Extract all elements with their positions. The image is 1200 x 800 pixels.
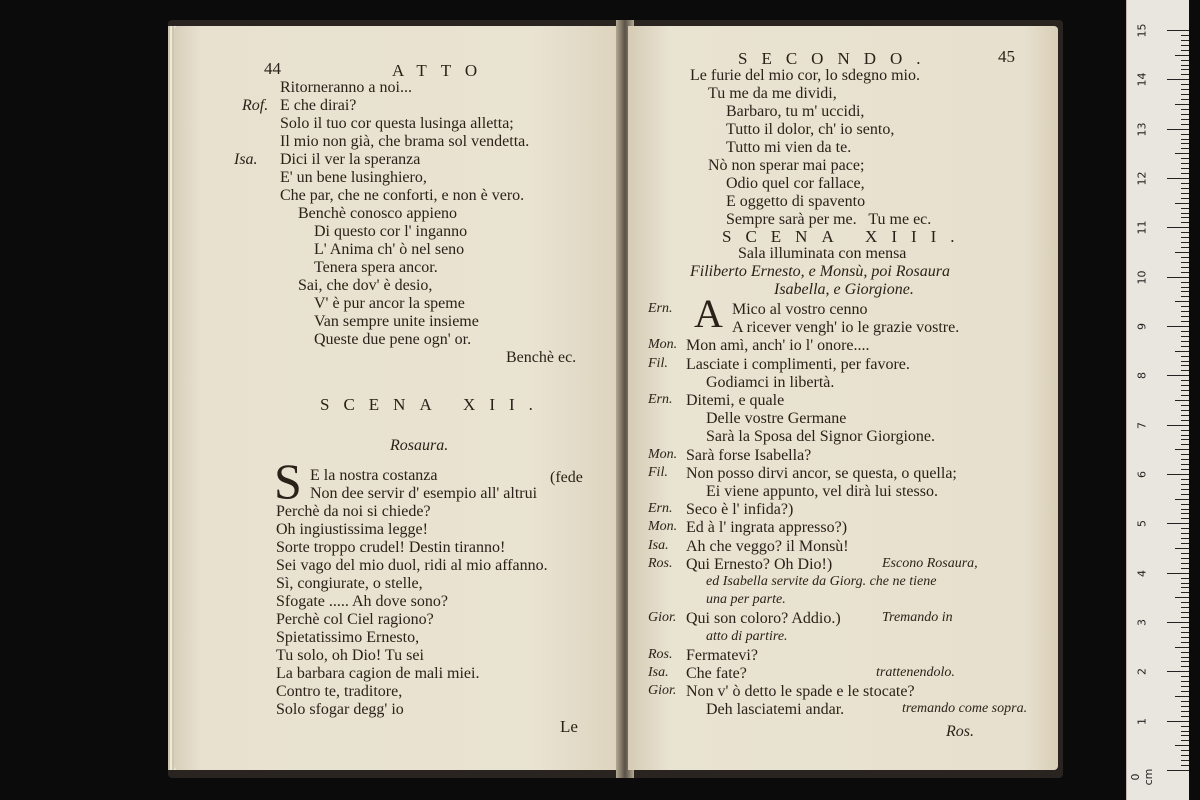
speaker: Ros. — [648, 555, 673, 571]
verse-line: Sfogate ..... Ah dove sono? — [276, 593, 448, 610]
ruler-tick — [1181, 370, 1189, 371]
dialogue-line: Non posso dirvi ancor, se questa, o quella; — [686, 464, 957, 482]
ruler-tick — [1181, 464, 1189, 465]
ruler-tick — [1167, 721, 1189, 722]
stage-direction: Tremando in — [882, 610, 953, 626]
ruler-tick — [1181, 94, 1189, 95]
verse-line: Tenera spera ancor. — [314, 259, 438, 276]
ruler-tick — [1181, 188, 1189, 189]
verse-line: Queste due pene ogn' or. — [314, 331, 472, 348]
ruler-tick — [1167, 227, 1189, 228]
right-page — [628, 26, 1058, 770]
dialogue-line: Sarà la Sposa del Signor Giorgione. — [706, 428, 936, 446]
ruler-tick — [1167, 770, 1189, 771]
verse-line: Sei vago del mio duol, ridi al mio affanno. — [276, 557, 548, 574]
ruler-tick — [1175, 597, 1189, 598]
ruler-tick — [1181, 533, 1189, 534]
ruler-tick — [1181, 415, 1189, 416]
ruler-tick — [1181, 469, 1189, 470]
ruler-tick — [1181, 232, 1189, 233]
speaker: Rof. — [242, 97, 269, 114]
verse-line: Contro te, traditore, — [276, 683, 403, 700]
ruler-tick — [1181, 410, 1189, 411]
ruler-tick — [1181, 262, 1189, 263]
stage-direction: ed Isabella servite da Giorg. che ne tiene — [706, 574, 937, 589]
verse-line: Perchè da noi si chiede? — [276, 503, 431, 520]
ruler-tick — [1181, 706, 1189, 707]
left-page — [174, 26, 622, 770]
verse-line: Nò non sperar mai pace; — [708, 157, 865, 174]
ruler-tick — [1181, 454, 1189, 455]
ruler-tick — [1181, 74, 1189, 75]
ruler-tick — [1175, 548, 1189, 549]
ruler-label: 13 — [1135, 122, 1149, 137]
ruler-tick — [1181, 642, 1189, 643]
dialogue-line: Seco è l' infida?) — [686, 501, 794, 519]
ruler-tick — [1167, 622, 1189, 623]
ruler-tick — [1181, 346, 1189, 347]
verse-line: Tutto il dolor, ch' io sento, — [726, 121, 895, 138]
ruler-tick — [1181, 661, 1189, 662]
ruler-tick — [1167, 375, 1189, 376]
ruler-tick — [1181, 439, 1189, 440]
page-number-right: 45 — [998, 47, 1015, 66]
ruler-tick — [1181, 134, 1189, 135]
ruler-tick — [1175, 696, 1189, 697]
ruler-tick — [1181, 587, 1189, 588]
dialogue-line: Mon amì, anch' io l' onore.... — [686, 337, 870, 355]
ruler-tick — [1181, 666, 1189, 667]
ruler-tick — [1167, 671, 1189, 672]
ruler-tick — [1167, 178, 1189, 179]
ruler-label: 10 — [1135, 270, 1149, 285]
ruler-label: 1 — [1135, 717, 1149, 725]
ruler-tick — [1181, 760, 1189, 761]
ruler-tick — [1181, 716, 1189, 717]
ruler-tick — [1181, 35, 1189, 36]
ruler-tick — [1175, 499, 1189, 500]
scene-heading: SCENA XIII. — [722, 227, 969, 246]
ruler-tick — [1181, 361, 1189, 362]
ruler-tick — [1181, 553, 1189, 554]
verse-line: Tu me da me dividi, — [708, 85, 837, 102]
ruler-tick — [1181, 341, 1189, 342]
ruler-tick — [1181, 237, 1189, 238]
drop-cap: A — [694, 291, 723, 336]
speaker: Ros. — [648, 646, 673, 662]
ruler-tick — [1181, 114, 1189, 115]
ruler-tick — [1167, 523, 1189, 524]
ruler-tick — [1181, 592, 1189, 593]
ruler-tick — [1175, 104, 1189, 105]
ruler-tick — [1175, 252, 1189, 253]
verse-line: L' Anima ch' ò nel seno — [314, 241, 465, 258]
ruler-tick — [1181, 208, 1189, 209]
ruler-tick — [1181, 568, 1189, 569]
ruler-tick — [1181, 321, 1189, 322]
ruler-tick — [1181, 213, 1189, 214]
ruler-tick — [1181, 168, 1189, 169]
catchword: Le — [560, 717, 578, 736]
ruler-tick — [1181, 380, 1189, 381]
ruler-tick — [1181, 444, 1189, 445]
page-number-left: 44 — [264, 59, 281, 78]
ruler-tick — [1181, 686, 1189, 687]
ruler-tick — [1181, 637, 1189, 638]
verse-line: La barbara cagion de mali miei. — [276, 665, 480, 682]
stage-direction: Escono Rosaura, — [882, 555, 978, 571]
ruler-tick — [1181, 139, 1189, 140]
verse-line: Sì, congiurate, o stelle, — [276, 575, 423, 592]
dialogue-line: Ed à l' ingrata appresso?) — [686, 519, 848, 537]
verse-line: Solo sfogar degg' io — [276, 701, 404, 718]
ruler-label: 6 — [1135, 471, 1149, 478]
dialogue-line: Che fate? — [686, 665, 747, 682]
ruler-tick — [1181, 60, 1189, 61]
ruler-label: 8 — [1135, 372, 1149, 380]
ruler-tick — [1181, 726, 1189, 727]
verse-line: Non dee servir d' esempio all' altrui — [310, 485, 538, 502]
verse-line: Dici il ver la speranza — [280, 151, 421, 168]
dialogue-line: A ricever vengh' io le grazie vostre. — [732, 319, 960, 337]
ruler-tick — [1181, 459, 1189, 460]
ruler-tick — [1175, 55, 1189, 56]
catchword: Ros. — [946, 723, 974, 740]
ruler-tick — [1181, 148, 1189, 149]
ruler-tick — [1181, 652, 1189, 653]
ruler-tick — [1181, 296, 1189, 297]
dialogue-line: Qui Ernesto? Oh Dio!) — [686, 555, 833, 573]
ruler-tick — [1175, 301, 1189, 302]
dialogue-line: Sarà forse Isabella? — [686, 446, 812, 464]
ruler-label: 4 — [1135, 569, 1149, 577]
verse-line: Sorte troppo crudel! Destin tiranno! — [276, 539, 506, 556]
ruler-tick — [1181, 247, 1189, 248]
running-head-right: SECONDO. — [738, 49, 935, 68]
speaker: Gior. — [648, 683, 677, 699]
dialogue-line: Mico al vostro cenno — [732, 301, 868, 318]
ruler-tick — [1181, 356, 1189, 357]
dialogue-line: Ei viene appunto, vel dirà lui stesso. — [706, 483, 938, 500]
ruler-tick — [1181, 691, 1189, 692]
stage-direction: atto di partire. — [706, 628, 788, 644]
verse-line: Solo il tuo cor questa lusinga alletta; — [280, 115, 514, 132]
dialogue-line: Deh lasciatemi andar. — [706, 701, 845, 719]
dialogue-line: Qui son coloro? Addio.) — [686, 610, 841, 628]
ruler-tick — [1181, 119, 1189, 120]
ruler-tick — [1181, 420, 1189, 421]
ruler-tick — [1181, 336, 1189, 337]
measuring-ruler — [1126, 0, 1189, 800]
scene-character: Rosaura. — [390, 437, 449, 454]
ruler-tick — [1181, 479, 1189, 480]
verse-line: Le furie del mio cor, lo sdegno mio. — [690, 67, 920, 84]
ruler-tick — [1181, 124, 1189, 125]
speaker: Isa. — [648, 665, 669, 680]
ruler-tick — [1181, 242, 1189, 243]
speaker: Mon. — [648, 446, 678, 462]
ruler-tick — [1181, 257, 1189, 258]
verse-line: (fede — [550, 469, 583, 486]
verse-line: Di questo cor l' inganno — [314, 223, 468, 240]
ruler-tick — [1181, 563, 1189, 564]
speaker: Ern. — [648, 392, 673, 407]
verse-line: Sai, che dov' è desio, — [298, 277, 433, 294]
verse-line: Tu solo, oh Dio! Tu sei — [276, 647, 424, 664]
dialogue-line: Lasciate i complimenti, per favore. — [686, 355, 910, 373]
verse-line: E che dirai? — [280, 97, 357, 114]
ruler-tick — [1181, 331, 1189, 332]
ruler-label: 11 — [1135, 220, 1149, 235]
ruler-tick — [1181, 627, 1189, 628]
ruler-tick — [1181, 494, 1189, 495]
verse-line: E la nostra costanza — [310, 467, 438, 484]
ruler-tick — [1181, 316, 1189, 317]
ruler-tick — [1181, 513, 1189, 514]
ruler-tick — [1181, 158, 1189, 159]
speaker: Gior. — [648, 610, 677, 626]
dialogue-line: Fermatevi? — [686, 646, 758, 664]
ruler-tick — [1181, 222, 1189, 223]
ruler-tick — [1181, 740, 1189, 741]
open-book — [168, 20, 1063, 778]
ruler-tick — [1175, 449, 1189, 450]
ruler-tick — [1181, 538, 1189, 539]
ruler-tick — [1175, 745, 1189, 746]
speaker: Ern. — [648, 501, 673, 517]
ruler-label: 15 — [1135, 23, 1149, 38]
running-head-left: ATTO — [392, 61, 492, 80]
speaker: Fil. — [648, 464, 668, 480]
ruler-tick — [1175, 647, 1189, 648]
ruler-tick — [1181, 484, 1189, 485]
verse-line: Ritorneranno a noi... — [280, 79, 412, 96]
ruler-tick — [1181, 390, 1189, 391]
dialogue-line: Delle vostre Germane — [706, 410, 847, 428]
verse-line: Sempre sarà per me. Tu me ec. — [726, 211, 932, 228]
ruler-tick — [1181, 509, 1189, 510]
ruler-tick — [1181, 306, 1189, 307]
speaker: Isa. — [648, 537, 669, 553]
verse-line: E' un bene lusinghiero, — [280, 169, 427, 186]
ruler-tick — [1167, 277, 1189, 278]
ruler-tick — [1181, 163, 1189, 164]
dialogue-line: Non v' ò detto le spade e le stocate? — [686, 683, 915, 701]
verse-line: E oggetto di spavento — [726, 193, 866, 210]
ruler-tick — [1181, 50, 1189, 51]
speaker: Ern. — [648, 301, 673, 316]
ruler-tick — [1181, 395, 1189, 396]
ruler-tick — [1181, 84, 1189, 85]
ruler-tick — [1175, 153, 1189, 154]
ruler-tick — [1181, 578, 1189, 579]
ruler-tick — [1181, 272, 1189, 273]
ruler-label: 9 — [1135, 323, 1149, 330]
ruler-tick — [1181, 435, 1189, 436]
ruler-label: 0 cm — [1129, 768, 1155, 786]
ruler-tick — [1181, 287, 1189, 288]
verse-line: Odio quel cor fallace, — [726, 175, 865, 192]
ruler-tick — [1181, 267, 1189, 268]
ruler-tick — [1181, 657, 1189, 658]
ruler-tick — [1181, 617, 1189, 618]
verse-line: V' è pur ancor la speme — [314, 295, 465, 312]
verse-line: Benchè ec. — [506, 349, 577, 366]
verse-line: Oh ingiustissima legge! — [276, 521, 428, 538]
ruler-tick — [1181, 365, 1189, 366]
ruler-tick — [1181, 291, 1189, 292]
ruler-tick — [1167, 573, 1189, 574]
ruler-label: 12 — [1135, 171, 1149, 186]
ruler-tick — [1181, 632, 1189, 633]
ruler-tick — [1181, 607, 1189, 608]
scene-heading: SCENA XII. — [320, 395, 547, 414]
ruler-tick — [1167, 326, 1189, 327]
scene-setting: Sala illuminata con mensa — [738, 245, 907, 262]
drop-cap: S — [274, 453, 302, 509]
ruler-tick — [1181, 385, 1189, 386]
ruler-tick — [1181, 676, 1189, 677]
verse-line: Tutto mi vien da te. — [726, 139, 852, 156]
dialogue-line: Ah che veggo? il Monsù! — [686, 537, 849, 555]
verse-line: Benchè conosco appieno — [298, 205, 458, 222]
ruler-tick — [1167, 425, 1189, 426]
verse-line: Che par, che ne conforti, e non è vero. — [280, 187, 525, 204]
ruler-tick — [1181, 109, 1189, 110]
verse-line: Spietatissimo Ernesto, — [276, 629, 420, 646]
ruler-tick — [1181, 765, 1189, 766]
ruler-tick — [1181, 602, 1189, 603]
ruler-tick — [1181, 143, 1189, 144]
scene-characters: Isabella, e Giorgione. — [774, 281, 914, 298]
ruler-tick — [1181, 193, 1189, 194]
verse-line: Van sempre unite insieme — [314, 313, 479, 330]
ruler-tick — [1181, 489, 1189, 490]
ruler-tick — [1175, 203, 1189, 204]
ruler-tick — [1181, 518, 1189, 519]
ruler-tick — [1181, 755, 1189, 756]
dialogue-line: Ditemi, e quale — [686, 392, 785, 409]
verse-line: Perchè col Ciel ragiono? — [276, 611, 434, 628]
ruler-tick — [1181, 558, 1189, 559]
ruler-label: 5 — [1135, 520, 1149, 528]
speaker: Mon. — [648, 337, 678, 353]
speaker: Isa. — [234, 151, 258, 168]
ruler-tick — [1181, 89, 1189, 90]
ruler-tick — [1181, 69, 1189, 70]
speaker: Mon. — [648, 519, 678, 535]
verse-line: Il mio non già, che brama sol vendetta. — [280, 133, 530, 150]
dialogue-line: Godiamci in libertà. — [706, 373, 835, 391]
ruler-tick — [1181, 750, 1189, 751]
ruler-tick — [1181, 40, 1189, 41]
ruler-tick — [1181, 681, 1189, 682]
ruler-label: 14 — [1135, 72, 1149, 87]
ruler-tick — [1167, 30, 1189, 31]
ruler-tick — [1181, 701, 1189, 702]
ruler-tick — [1181, 612, 1189, 613]
ruler-tick — [1181, 504, 1189, 505]
ruler-tick — [1181, 430, 1189, 431]
ruler-tick — [1181, 183, 1189, 184]
ruler-tick — [1181, 735, 1189, 736]
ruler-tick — [1181, 99, 1189, 100]
ruler-tick — [1181, 217, 1189, 218]
ruler-tick — [1181, 543, 1189, 544]
ruler-tick — [1181, 198, 1189, 199]
ruler-tick — [1175, 400, 1189, 401]
ruler-tick — [1167, 79, 1189, 80]
ruler-tick — [1181, 282, 1189, 283]
ruler-label: 2 — [1135, 668, 1149, 676]
ruler-tick — [1181, 65, 1189, 66]
ruler-tick — [1167, 474, 1189, 475]
stage-direction: una per parte. — [706, 592, 786, 608]
ruler-tick — [1181, 731, 1189, 732]
ruler-tick — [1181, 528, 1189, 529]
ruler-tick — [1181, 45, 1189, 46]
ruler-tick — [1181, 711, 1189, 712]
ruler-tick — [1181, 173, 1189, 174]
ruler-tick — [1181, 405, 1189, 406]
verse-line: Barbaro, tu m' uccidi, — [726, 103, 865, 120]
speaker: Fil. — [648, 355, 668, 371]
ruler-tick — [1175, 351, 1189, 352]
stage-direction: trattenendolo. — [876, 665, 955, 680]
ruler-tick — [1167, 129, 1189, 130]
ruler-tick — [1181, 311, 1189, 312]
scene-characters: Filiberto Ernesto, e Monsù, poi Rosaura — [690, 263, 950, 280]
ruler-label: 3 — [1135, 619, 1149, 626]
ruler-label: 7 — [1135, 421, 1149, 429]
ruler-tick — [1181, 583, 1189, 584]
stage-direction: tremando come sopra. — [902, 701, 1028, 717]
